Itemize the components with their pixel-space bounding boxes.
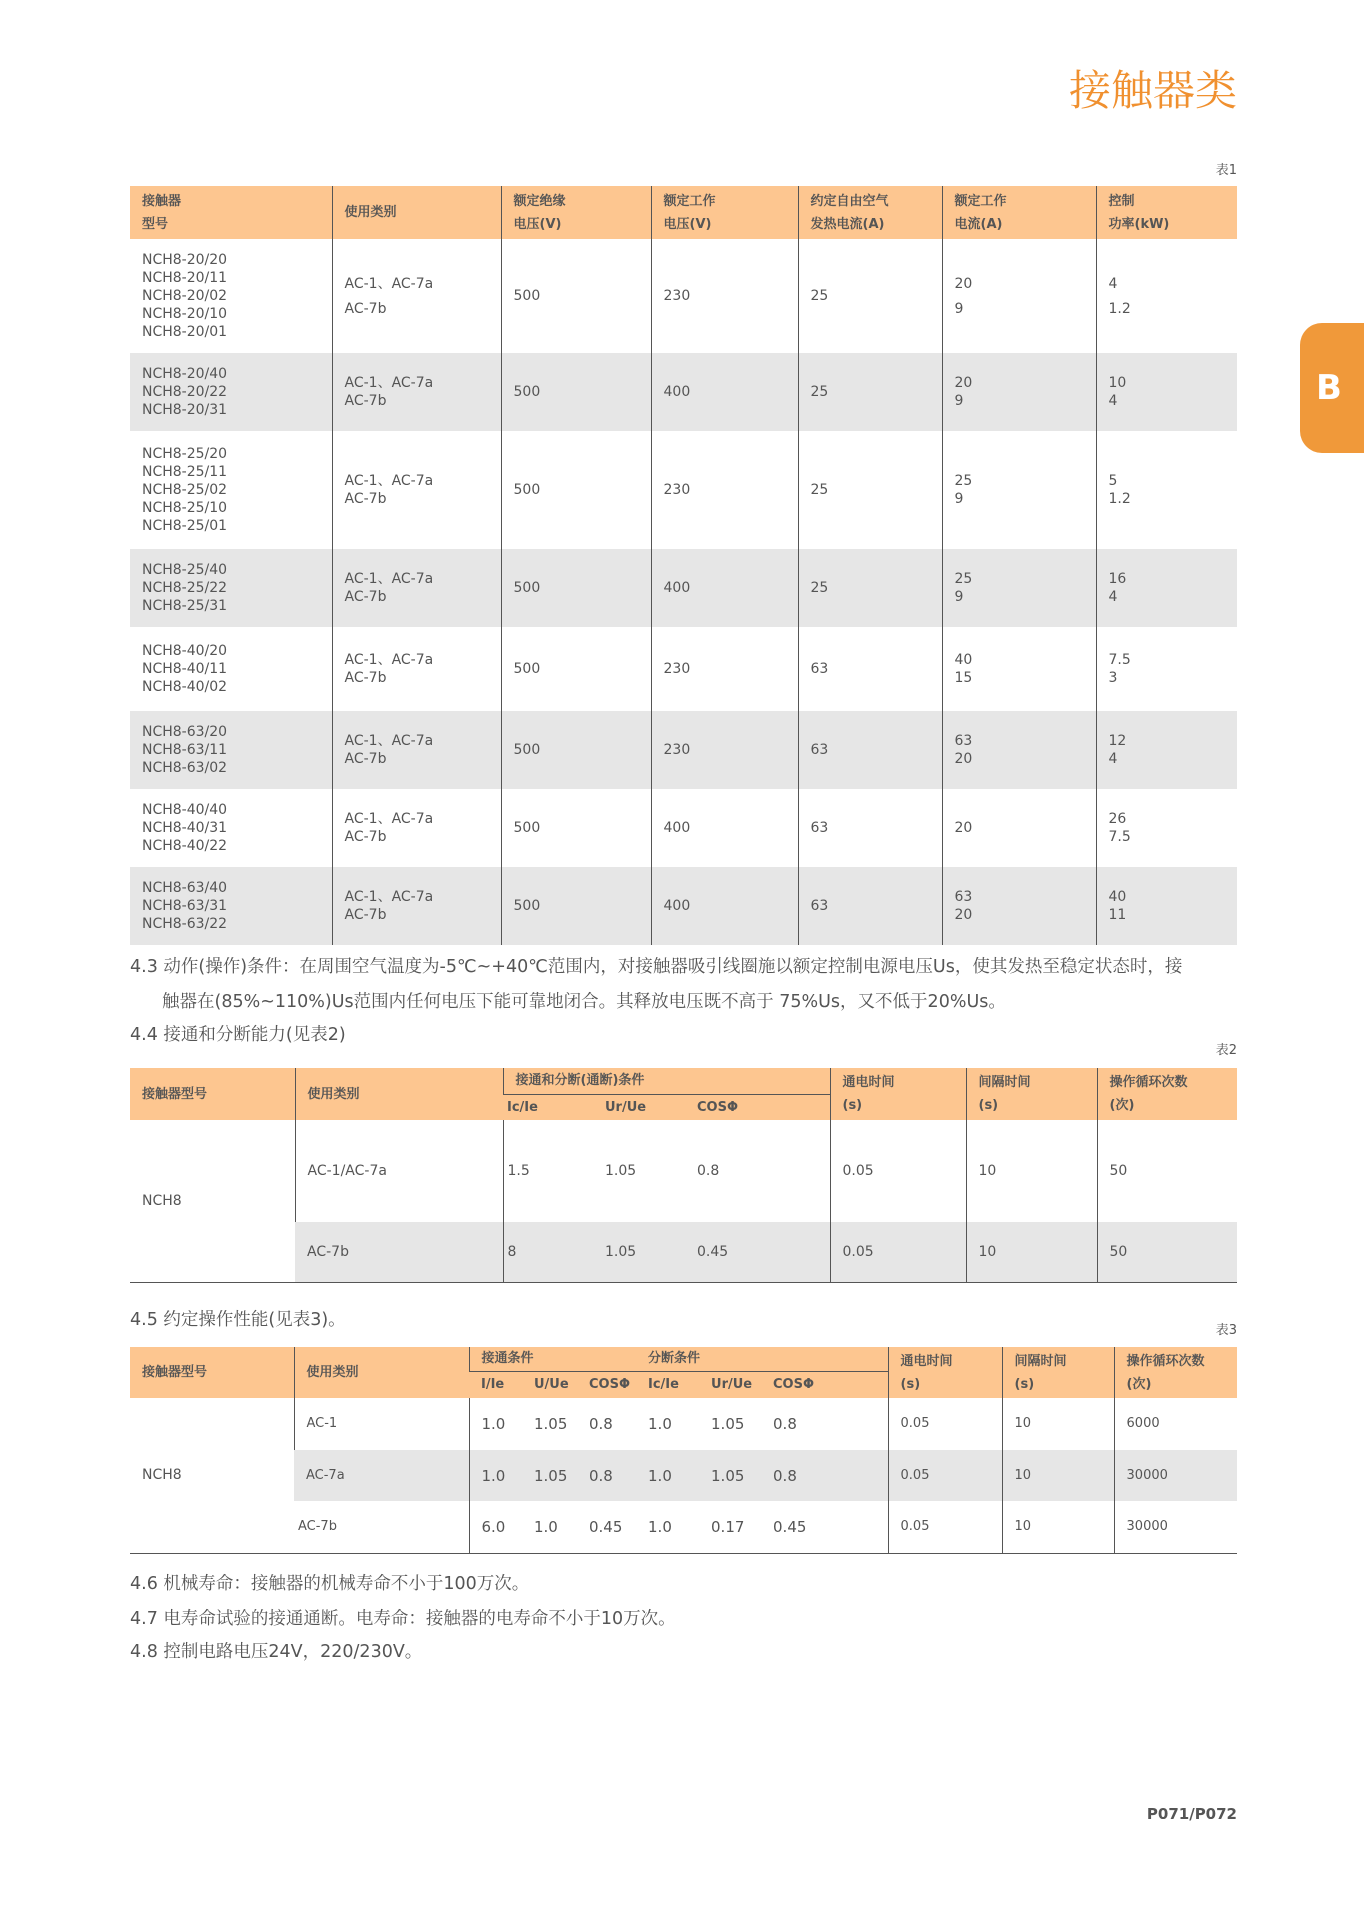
t1-cell-line: 230 — [663, 742, 691, 758]
t1-cell-line: 230 — [663, 288, 691, 304]
t1-cell-line: 26 — [1108, 811, 1127, 827]
t3-cell: 0.17 — [711, 1517, 745, 1536]
t1-cell-line — [955, 291, 1084, 302]
t1-cell — [942, 867, 1096, 945]
t3-cell: 10 — [1002, 1450, 1114, 1501]
t1-cell — [942, 431, 1096, 549]
t1-header-line: 约定自由空气 — [810, 193, 889, 209]
t1-cell-line: 500 — [513, 898, 541, 914]
t1-cell-line: AC-7b — [344, 491, 387, 507]
table-row — [130, 627, 1237, 711]
para-4-8: 4.8 控制电路电压24V，220/230V。 — [130, 1642, 423, 1662]
t1-cell-line: AC-1、AC-7a — [344, 811, 434, 827]
t1-cell — [651, 431, 798, 549]
t1-cell-line: 9 — [954, 300, 964, 317]
t1-cell-line: 63 — [954, 733, 973, 749]
t1-cell-line: 4 — [1108, 275, 1118, 292]
t1-cell-line: NCH8-20/11 — [142, 270, 228, 286]
t1-cell-line: NCH8-25/01 — [142, 518, 228, 534]
para-4-4: 4.4 接通和分断能力(见表2) — [130, 1025, 346, 1045]
t1-cell — [130, 239, 332, 353]
t1-cell-line: 500 — [513, 820, 541, 836]
t1-cell-line: NCH8-63/40 — [142, 880, 228, 896]
t3-h-on-time: 通电时间 (s) — [888, 1347, 1002, 1398]
t1-cell-line: 63 — [810, 898, 829, 914]
t1-cell-line: NCH8-20/22 — [142, 384, 228, 400]
t1-cell-line: 9 — [954, 393, 964, 409]
t2-cell: 1.5 — [503, 1120, 605, 1222]
t1-cell — [1096, 239, 1237, 353]
t3-h-sub: I/Ie — [469, 1371, 534, 1398]
para-4-5: 4.5 约定操作性能(见表3)。 — [130, 1310, 346, 1330]
table-row — [130, 1450, 1237, 1501]
t1-cell-line: 20 — [954, 275, 973, 292]
t1-header — [942, 186, 1096, 239]
t1-cell-line: NCH8-40/02 — [142, 679, 228, 695]
t1-cell-line: 11 — [1108, 907, 1127, 923]
t3-cell: 30000 — [1114, 1450, 1237, 1501]
t1-cell-line: 63 — [810, 661, 829, 677]
t1-header-line: 电流(A) — [954, 216, 1003, 232]
t1-cell-line: 20 — [954, 820, 973, 836]
t1-cell-line: NCH8-40/40 — [142, 802, 228, 818]
t1-cell-line: 5 — [1108, 473, 1118, 489]
t3-cell: 0.05 — [888, 1398, 1002, 1450]
t1-cell-line: NCH8-25/11 — [142, 464, 228, 480]
t1-cell-line: 4 — [1108, 751, 1118, 767]
t1-cell — [501, 789, 651, 867]
t1-header-line: 额定绝缘 — [513, 193, 566, 209]
t1-cell-line — [345, 291, 489, 302]
t1-cell-line: AC-1、AC-7a — [344, 733, 434, 749]
t3-cell: 10 — [1002, 1501, 1114, 1553]
t1-cell — [501, 711, 651, 789]
t1-cell-line: 25 — [954, 473, 973, 489]
t1-cell — [130, 431, 332, 549]
t1-cell-line: AC-7b — [344, 751, 387, 767]
t1-cell — [130, 549, 332, 627]
t1-cell — [332, 239, 501, 353]
t1-cell — [501, 239, 651, 353]
t2-h-cycles: 操作循环次数 (次) — [1097, 1068, 1237, 1120]
t3-cell: AC-7b — [298, 1518, 337, 1534]
t1-cell-line: NCH8-40/22 — [142, 838, 228, 854]
t3-cell: 0.45 — [773, 1517, 807, 1536]
t1-cell — [798, 239, 942, 353]
t1-cell — [332, 627, 501, 711]
t1-cell — [651, 867, 798, 945]
t3-cell: 0.8 — [589, 1450, 648, 1501]
t3-cell: 1.05 — [711, 1450, 773, 1501]
t1-cell — [1096, 353, 1237, 431]
t1-cell — [501, 353, 651, 431]
t1-header-line: 额定工作 — [663, 193, 716, 209]
t1-header-line: 控制 — [1108, 193, 1135, 209]
t1-cell-line: 20 — [954, 751, 973, 767]
t1-cell — [130, 789, 332, 867]
t1-cell — [1096, 627, 1237, 711]
t3-h-sub: Ic/Ie — [648, 1371, 711, 1398]
t1-cell-line: AC-1、AC-7a — [344, 375, 434, 391]
t1-cell — [942, 711, 1096, 789]
t1-cell-line: AC-7b — [344, 393, 387, 409]
t1-cell-line: 20 — [954, 907, 973, 923]
t1-cell-line: NCH8-20/40 — [142, 366, 228, 382]
t3-h-sub: COSΦ — [589, 1371, 648, 1398]
t3-h-breaking: 分断条件 — [648, 1347, 888, 1371]
t1-header — [130, 186, 332, 239]
t2-cell: 8 — [503, 1222, 605, 1282]
t1-cell-line: NCH8-20/10 — [142, 306, 228, 322]
t1-cell-line: 12 — [1108, 733, 1127, 749]
t1-cell-line: 7.5 — [1108, 829, 1131, 845]
t3-cell: 1.0 — [648, 1415, 672, 1433]
t1-header — [1096, 186, 1237, 239]
t2-h-interval: 间隔时间 (s) — [966, 1068, 1097, 1120]
t1-cell-line: 40 — [954, 652, 973, 668]
t2-h-category: 使用类别 — [295, 1068, 503, 1120]
t1-cell — [942, 549, 1096, 627]
t1-cell-line: NCH8-63/02 — [142, 760, 228, 776]
t3-h-cycles: 操作循环次数 (次) — [1114, 1347, 1237, 1398]
para-4-3b: 触器在(85%~110%)Us范围内任何电压下能可靠地闭合。其释放电压既不高于 75%Us，又不低于20%Us。 — [162, 992, 1006, 1012]
t1-cell-line: 500 — [513, 384, 541, 400]
t1-header-line: 型号 — [142, 216, 169, 232]
t1-cell — [1096, 431, 1237, 549]
table1-label: 表1 — [1215, 163, 1237, 178]
t1-cell-line: NCH8-20/01 — [142, 324, 228, 340]
t1-cell-line: NCH8-63/22 — [142, 916, 228, 932]
t2-cell: 0.8 — [697, 1163, 720, 1179]
t1-cell-line: AC-7b — [344, 829, 387, 845]
page-title: 接触器类 — [1068, 66, 1237, 115]
t3-cell: 0.8 — [589, 1415, 613, 1433]
t2-cell: AC-1/AC-7a — [295, 1120, 503, 1222]
t1-cell-line: NCH8-25/20 — [142, 446, 228, 462]
t1-cell-line: 9 — [954, 491, 964, 507]
t1-cell-line: 15 — [954, 670, 973, 686]
t3-cell: 1.05 — [534, 1450, 589, 1501]
t1-cell — [130, 867, 332, 945]
t1-cell — [501, 867, 651, 945]
page-number: P071/P072 — [1146, 1805, 1237, 1823]
t2-cell: 0.05 — [830, 1120, 966, 1222]
t1-cell-line: 500 — [513, 661, 541, 677]
t3-h-interval: 间隔时间 (s) — [1002, 1347, 1114, 1398]
t1-cell — [130, 353, 332, 431]
table3-label: 表3 — [1215, 1323, 1237, 1338]
t1-cell-line: AC-7b — [344, 907, 387, 923]
t3-h-sub: Ur/Ue — [711, 1371, 773, 1398]
t1-cell-line: NCH8-63/20 — [142, 724, 228, 740]
t3-cell: 1.0 — [534, 1517, 558, 1536]
t1-cell-line: 1.2 — [1108, 491, 1131, 507]
t1-cell-line: 3 — [1108, 670, 1118, 686]
t1-cell — [501, 549, 651, 627]
section-tab-b[interactable]: B — [1300, 323, 1364, 453]
t1-cell-line: 400 — [663, 384, 691, 400]
t3-cell: AC-1 — [294, 1398, 469, 1450]
t1-cell-line: NCH8-40/11 — [142, 661, 228, 677]
t2-h-cos: COSΦ — [697, 1094, 830, 1120]
t3-cell: 1.05 — [534, 1415, 568, 1433]
t1-cell — [942, 789, 1096, 867]
t1-cell-line: 400 — [663, 898, 691, 914]
t1-cell — [798, 627, 942, 711]
t2-cell: 50 — [1097, 1222, 1237, 1282]
t3-h-model: 接触器型号 — [130, 1347, 294, 1398]
t1-header — [798, 186, 942, 239]
t2-h-on-time: 通电时间 (s) — [830, 1068, 966, 1120]
t1-cell — [651, 789, 798, 867]
t1-cell-line: 25 — [810, 580, 829, 596]
t1-cell — [798, 431, 942, 549]
t1-cell-line: NCH8-63/11 — [142, 742, 228, 758]
t1-cell — [651, 549, 798, 627]
t2-cell: 10 — [966, 1222, 1097, 1282]
t1-cell — [651, 627, 798, 711]
table-row — [130, 1501, 1237, 1553]
t1-cell-line: 500 — [513, 580, 541, 596]
t1-cell — [798, 711, 942, 789]
t1-cell-line: NCH8-25/02 — [142, 482, 228, 498]
t1-cell — [332, 431, 501, 549]
table-row — [130, 239, 1237, 353]
t1-cell — [332, 867, 501, 945]
t1-cell — [332, 789, 501, 867]
t1-cell — [942, 239, 1096, 353]
t1-cell — [501, 627, 651, 711]
table-row — [130, 431, 1237, 549]
table-row — [130, 789, 1237, 867]
t1-cell-line: 63 — [810, 820, 829, 836]
t1-cell-line: AC-1、AC-7a — [344, 571, 434, 587]
t3-h-category: 使用类别 — [294, 1347, 469, 1398]
t1-cell-line: AC-7b — [344, 300, 387, 317]
t1-header — [501, 186, 651, 239]
t1-cell-line: NCH8-20/20 — [142, 252, 228, 268]
t1-cell — [332, 549, 501, 627]
t1-header-line: 额定工作 — [954, 193, 1007, 209]
t1-header — [651, 186, 798, 239]
t1-cell-line: 25 — [810, 482, 829, 498]
table-row — [130, 353, 1237, 431]
t3-h-sub: U/Ue — [534, 1371, 589, 1398]
table-row — [130, 1398, 1237, 1450]
table-row — [130, 711, 1237, 789]
t1-header-line: 接触器 — [142, 193, 182, 209]
t1-header-line: 电压(V) — [513, 216, 562, 232]
para-4-7: 4.7 电寿命试验的接通通断。电寿命：接触器的电寿命不小于10万次。 — [130, 1609, 676, 1629]
t1-cell-line: 230 — [663, 661, 691, 677]
t3-cell: 1.0 — [648, 1450, 711, 1501]
t1-cell — [1096, 549, 1237, 627]
t1-cell-line: 4 — [1108, 393, 1118, 409]
t1-cell-line: 40 — [1108, 889, 1127, 905]
t1-cell-line: NCH8-25/10 — [142, 500, 228, 516]
t1-cell — [501, 431, 651, 549]
t1-cell — [651, 353, 798, 431]
t2-cell: 1.05 — [605, 1163, 637, 1179]
t3-cell: 0.8 — [773, 1415, 797, 1433]
t3-cell: 6000 — [1114, 1398, 1237, 1450]
t3-cell: 1.0 — [648, 1517, 672, 1536]
t1-cell-line: 9 — [954, 589, 964, 605]
t1-cell — [332, 711, 501, 789]
t1-cell-line: AC-7b — [344, 589, 387, 605]
t1-cell — [798, 353, 942, 431]
t3-cell: 0.05 — [888, 1501, 1002, 1553]
t1-cell-line: 7.5 — [1108, 652, 1131, 668]
t3-cell: 1.0 — [469, 1450, 534, 1501]
t1-cell — [130, 711, 332, 789]
t1-header — [332, 186, 501, 239]
t2-h-model: 接触器型号 — [130, 1068, 295, 1120]
t1-cell-line: 10 — [1108, 375, 1127, 391]
t1-cell-line: NCH8-25/31 — [142, 598, 228, 614]
t1-cell-line: AC-1、AC-7a — [344, 652, 434, 668]
t1-cell-line: 25 — [810, 384, 829, 400]
t1-cell — [798, 549, 942, 627]
t1-cell-line: 400 — [663, 580, 691, 596]
t1-cell-line: 500 — [513, 288, 541, 304]
para-4-3a: 4.3 动作(操作)条件：在周围空气温度为-5℃~+40℃范围内，对接触器吸引线圈施以额定控制电源电压Us，使其发热至稳定状态时，接 — [130, 957, 1183, 977]
table1-specs — [130, 186, 1237, 945]
t2-cell: 10 — [966, 1120, 1097, 1222]
t1-cell — [332, 353, 501, 431]
t2-h-ic-ie: Ic/Ie — [503, 1094, 605, 1120]
t1-cell-line: NCH8-20/02 — [142, 288, 228, 304]
t1-cell-line: NCH8-63/31 — [142, 898, 228, 914]
t3-cell: 10 — [1002, 1398, 1114, 1450]
t2-h-conditions: 接通和分断(通断)条件 — [503, 1068, 830, 1094]
t3-cell: 0.8 — [773, 1450, 888, 1501]
t1-cell — [651, 239, 798, 353]
t1-cell-line: NCH8-25/22 — [142, 580, 228, 596]
t1-cell-line: 4 — [1108, 589, 1118, 605]
t1-cell — [130, 627, 332, 711]
t1-cell-line: 25 — [810, 288, 829, 304]
t1-cell — [1096, 711, 1237, 789]
t2-model: NCH8 — [142, 1192, 182, 1209]
t1-cell-line: NCH8-40/31 — [142, 820, 228, 836]
t1-cell — [942, 627, 1096, 711]
table2-label: 表2 — [1215, 1043, 1237, 1058]
t1-cell-line: 63 — [810, 742, 829, 758]
t3-cell: 1.0 — [469, 1398, 534, 1450]
t1-cell-line: AC-1、AC-7a — [344, 275, 434, 292]
t1-cell-line: 63 — [954, 889, 973, 905]
t3-cell: 30000 — [1114, 1501, 1237, 1553]
t1-cell-line: 25 — [954, 571, 973, 587]
table3-operating-performance — [130, 1347, 1237, 1554]
t1-cell — [942, 353, 1096, 431]
t2-cell: 50 — [1097, 1120, 1237, 1222]
t1-cell-line: NCH8-20/31 — [142, 402, 228, 418]
t3-cell: 0.45 — [589, 1517, 623, 1536]
t1-cell-line: AC-1、AC-7a — [344, 889, 434, 905]
t1-cell — [798, 789, 942, 867]
t1-cell-line: 500 — [513, 742, 541, 758]
t1-cell — [1096, 789, 1237, 867]
t1-cell-line: AC-7b — [344, 670, 387, 686]
t1-cell — [798, 867, 942, 945]
t3-h-sub: COSΦ — [773, 1371, 888, 1398]
t1-header-line: 功率(kW) — [1108, 216, 1170, 232]
t1-cell-line: 400 — [663, 820, 691, 836]
t2-cell: 0.45 — [697, 1243, 729, 1260]
t2-cell: 0.05 — [830, 1222, 966, 1282]
t1-cell-line: 1.2 — [1108, 300, 1131, 317]
t1-cell-line — [1109, 291, 1226, 302]
t1-cell — [651, 711, 798, 789]
t1-header-line: 使用类别 — [344, 205, 397, 220]
t1-cell-line: NCH8-40/20 — [142, 643, 228, 659]
t1-cell-line: 230 — [663, 482, 691, 498]
t1-cell-line: NCH8-25/40 — [142, 562, 228, 578]
t3-model: NCH8 — [142, 1467, 182, 1484]
table2-making-breaking — [130, 1068, 1237, 1283]
t1-cell-line: AC-1、AC-7a — [344, 473, 434, 489]
t3-h-making: 接通条件 — [469, 1347, 648, 1371]
t3-cell: 1.05 — [711, 1415, 745, 1433]
t1-cell-line: 20 — [954, 375, 973, 391]
table-row — [130, 549, 1237, 627]
para-4-6: 4.6 机械寿命：接触器的机械寿命不小于100万次。 — [130, 1574, 530, 1594]
t2-cell: 1.05 — [605, 1243, 637, 1260]
t1-header-line: 电压(V) — [663, 216, 712, 232]
t3-cell: 0.05 — [888, 1450, 1002, 1501]
t3-cell: 6.0 — [469, 1501, 534, 1553]
t3-cell: AC-7a — [294, 1450, 469, 1501]
t2-cell: AC-7b — [307, 1243, 349, 1260]
table-row — [130, 867, 1237, 945]
t2-h-ur-ue: Ur/Ue — [605, 1094, 697, 1120]
t1-header-line: 发热电流(A) — [810, 216, 885, 232]
t1-cell-line: 500 — [513, 482, 541, 498]
t1-cell — [1096, 867, 1237, 945]
t1-cell-line: 16 — [1108, 571, 1127, 587]
